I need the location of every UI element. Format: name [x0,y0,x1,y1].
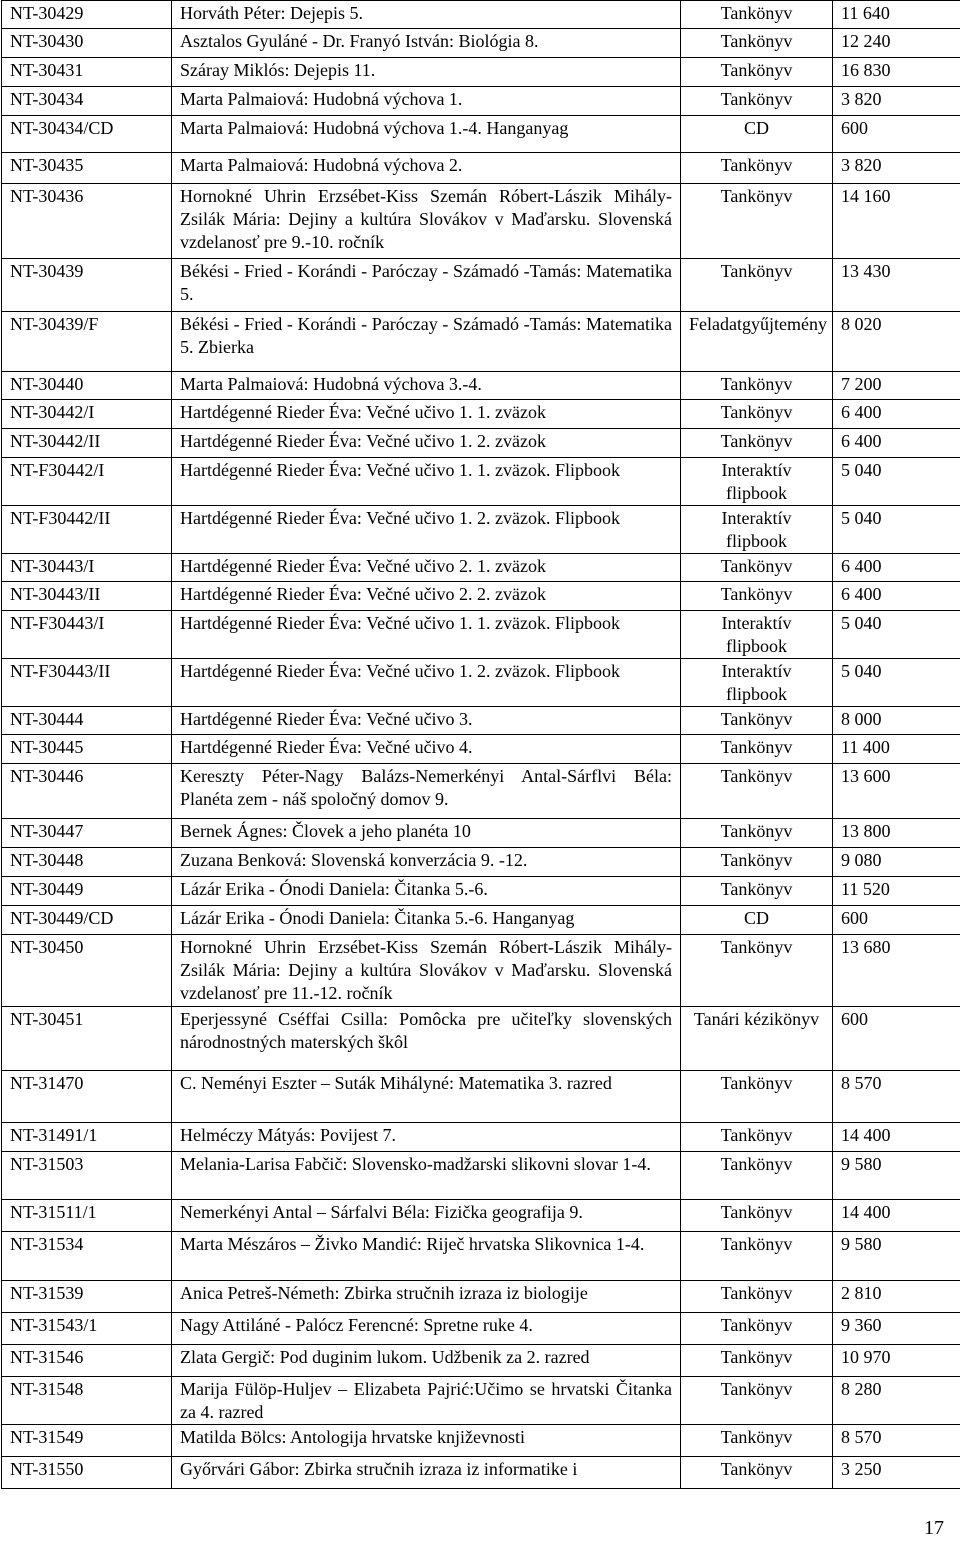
catalog-title: Hartdégenné Rieder Éva: Večné učivo 1. 1. zväzok [172,400,681,429]
catalog-price: 16 830 [833,58,960,87]
catalog-price: 8 000 [833,707,960,735]
table-row [2,819,960,848]
catalog-code: NT-30451 [2,1007,172,1071]
catalog-title: Helméczy Mátyás: Povijest 7. [172,1123,681,1152]
table-row [2,906,960,935]
catalog-type: Tankönyv [681,1200,833,1232]
catalog-code: NT-30431 [2,58,172,87]
catalog-price: 3 820 [833,153,960,184]
table-row [2,877,960,906]
catalog-type: Tankönyv [681,707,833,735]
catalog-type: Interaktív flipbook [681,611,833,659]
catalog-price: 9 580 [833,1152,960,1200]
table-row [2,582,960,611]
catalog-code: NT-31491/1 [2,1123,172,1152]
catalog-title: Marta Palmaiová: Hudobná výchova 2. [172,153,681,184]
catalog-type: Interaktív flipbook [681,659,833,707]
catalog-type: Tankönyv [681,259,833,312]
catalog-code: NT-30436 [2,184,172,259]
catalog-code: NT-30449 [2,877,172,906]
catalog-code: NT-30442/I [2,400,172,429]
catalog-price: 14 160 [833,184,960,259]
catalog-type: Feladatgyűjtemény [681,312,833,372]
table-row [2,1345,960,1377]
catalog-price: 5 040 [833,659,960,707]
catalog-code: NT-30446 [2,764,172,819]
table-row [2,184,960,259]
catalog-title: Hartdégenné Rieder Éva: Večné učivo 1. 1. zväzok. Flipbook [172,611,681,659]
catalog-type: Tanári kézikönyv [681,1007,833,1071]
catalog-type: Interaktív flipbook [681,458,833,506]
catalog-price: 5 040 [833,611,960,659]
catalog-price: 2 810 [833,1281,960,1313]
table-row [2,458,960,506]
catalog-code: NT-F30443/I [2,611,172,659]
catalog-code: NT-31470 [2,1071,172,1123]
catalog-price: 3 250 [833,1457,960,1489]
catalog-title: Lázár Erika - Ónodi Daniela: Čitanka 5.-6. [172,877,681,906]
catalog-code: NT-31543/1 [2,1313,172,1345]
catalog-code: NT-30448 [2,848,172,877]
catalog-type: Tankönyv [681,554,833,582]
catalog-type: Tankönyv [681,1457,833,1489]
catalog-code: NT-31548 [2,1377,172,1425]
catalog-price: 8 570 [833,1071,960,1123]
catalog-code: NT-31549 [2,1425,172,1457]
catalog-type: Tankönyv [681,848,833,877]
catalog-code: NT-30434/CD [2,116,172,153]
catalog-title: Nagy Attiláné - Palócz Ferencné: Spretne ruke 4. [172,1313,681,1345]
table-row [2,153,960,184]
catalog-code: NT-F30442/I [2,458,172,506]
table-row [2,935,960,1007]
catalog-price: 5 040 [833,458,960,506]
catalog-type: Tankönyv [681,877,833,906]
catalog-price: 9 080 [833,848,960,877]
catalog-type: Tankönyv [681,819,833,848]
catalog-code: NT-30435 [2,153,172,184]
catalog-type: Tankönyv [681,29,833,58]
catalog-code: NT-31534 [2,1232,172,1281]
table-row [2,259,960,312]
catalog-title: Marta Mészáros – Živko Mandić: Riječ hrvatska Slikovnica 1-4. [172,1232,681,1281]
catalog-title: Anica Petreš-Németh: Zbirka stručnih izraza iz biologije [172,1281,681,1313]
catalog-title: Békési - Fried - Korándi - Paróczay - Számadó -Tamás: Matematika 5. Zbierka [172,312,681,372]
table-row [2,659,960,707]
catalog-type: Tankönyv [681,87,833,116]
table-row [2,1123,960,1152]
catalog-type: Tankönyv [681,935,833,1007]
catalog-title: Bernek Ágnes: Človek a jeho planéta 10 [172,819,681,848]
table-row [2,611,960,659]
catalog-code: NT-31539 [2,1281,172,1313]
catalog-price: 7 200 [833,372,960,400]
catalog-title: C. Neményi Eszter – Suták Mihályné: Matematika 3. razred [172,1071,681,1123]
catalog-title: Békési - Fried - Korándi - Paróczay - Számadó -Tamás: Matematika 5. [172,259,681,312]
catalog-type: Tankönyv [681,1313,833,1345]
catalog-price: 14 400 [833,1200,960,1232]
table-row [2,116,960,153]
catalog-title: Kereszty Péter-Nagy Balázs-Nemerkényi Antal-Sárflvi Béla: Planéta zem - náš spoločný domov 9. [172,764,681,819]
table-row [2,1,960,29]
table-row [2,848,960,877]
catalog-type: Tankönyv [681,764,833,819]
catalog-price: 600 [833,116,960,153]
catalog-code: NT-30445 [2,735,172,764]
table-row [2,1152,960,1200]
catalog-price: 6 400 [833,582,960,611]
catalog-price: 8 280 [833,1377,960,1425]
catalog-price: 9 580 [833,1232,960,1281]
catalog-title: Hartdégenné Rieder Éva: Večné učivo 1. 2. zväzok. Flipbook [172,659,681,707]
table-row [2,29,960,58]
catalog-price: 10 970 [833,1345,960,1377]
catalog-title: Marta Palmaiová: Hudobná výchova 1. [172,87,681,116]
catalog-price: 6 400 [833,429,960,458]
catalog-title: Hartdégenné Rieder Éva: Večné učivo 3. [172,707,681,735]
catalog-price: 13 600 [833,764,960,819]
catalog-title: Zuzana Benková: Slovenská konverzácia 9. -12. [172,848,681,877]
catalog-type: Tankönyv [681,1123,833,1152]
catalog-code: NT-30447 [2,819,172,848]
table-row [2,58,960,87]
catalog-price: 600 [833,1007,960,1071]
catalog-title: Eperjessyné Cséffai Csilla: Pomôcka pre učiteľky slovenských národnostných materských škôl [172,1007,681,1071]
catalog-table [1,0,960,1489]
catalog-type: Tankönyv [681,1,833,29]
catalog-title: Marta Palmaiová: Hudobná výchova 1.-4. Hanganyag [172,116,681,153]
table-row [2,1232,960,1281]
catalog-code: NT-30439/F [2,312,172,372]
catalog-type: Tankönyv [681,1425,833,1457]
catalog-title: Asztalos Gyuláné - Dr. Franyó István: Biológia 8. [172,29,681,58]
catalog-code: NT-30450 [2,935,172,1007]
catalog-code: NT-30440 [2,372,172,400]
catalog-type: Tankönyv [681,184,833,259]
catalog-price: 3 820 [833,87,960,116]
table-row [2,1071,960,1123]
catalog-body [2,1,960,1489]
catalog-title: Matilda Bölcs: Antologija hrvatske književnosti [172,1425,681,1457]
table-row [2,735,960,764]
catalog-price: 9 360 [833,1313,960,1345]
table-row [2,400,960,429]
catalog-type: Tankönyv [681,1232,833,1281]
catalog-price: 8 570 [833,1425,960,1457]
table-row [2,1007,960,1071]
table-row [2,707,960,735]
catalog-price: 8 020 [833,312,960,372]
table-row [2,312,960,372]
catalog-price: 13 800 [833,819,960,848]
catalog-title: Marta Palmaiová: Hudobná výchova 3.-4. [172,372,681,400]
catalog-title: Hartdégenné Rieder Éva: Večné učivo 2. 1. zväzok [172,554,681,582]
catalog-title: Hartdégenné Rieder Éva: Večné učivo 2. 2. zväzok [172,582,681,611]
catalog-code: NT-30434 [2,87,172,116]
catalog-code: NT-30439 [2,259,172,312]
catalog-code: NT-30442/II [2,429,172,458]
table-row [2,372,960,400]
catalog-code: NT-30429 [2,1,172,29]
catalog-code: NT-31550 [2,1457,172,1489]
table-row [2,554,960,582]
catalog-title: Melania-Larisa Fabčič: Slovensko-madžarski slikovni slovar 1-4. [172,1152,681,1200]
catalog-title: Hartdégenné Rieder Éva: Večné učivo 4. [172,735,681,764]
catalog-code: NT-30449/CD [2,906,172,935]
catalog-title: Száray Miklós: Dejepis 11. [172,58,681,87]
catalog-price: 14 400 [833,1123,960,1152]
catalog-type: Tankönyv [681,372,833,400]
catalog-code: NT-30443/II [2,582,172,611]
catalog-type: Tankönyv [681,1377,833,1425]
catalog-type: CD [681,116,833,153]
catalog-title: Nemerkényi Antal – Sárfalvi Béla: Fizička geografija 9. [172,1200,681,1232]
catalog-type: Tankönyv [681,735,833,764]
catalog-type: Tankönyv [681,1281,833,1313]
catalog-price: 600 [833,906,960,935]
catalog-price: 13 680 [833,935,960,1007]
catalog-title: Hornokné Uhrin Erzsébet-Kiss Szemán Róbert-Lászik Mihály-Zsilák Mária: Dejiny a kultúra Slovákov v Maďarsku. Slovenská vzdelanosť pre 11.-12. ročník [172,935,681,1007]
table-row [2,87,960,116]
catalog-title: Horváth Péter: Dejepis 5. [172,1,681,29]
catalog-code: NT-31511/1 [2,1200,172,1232]
table-row [2,506,960,554]
catalog-code: NT-F30442/II [2,506,172,554]
catalog-type: Interaktív flipbook [681,506,833,554]
catalog-title: Hartdégenné Rieder Éva: Večné učivo 1. 2. zväzok [172,429,681,458]
catalog-code: NT-F30443/II [2,659,172,707]
catalog-type: Tankönyv [681,1071,833,1123]
catalog-price: 11 640 [833,1,960,29]
table-row [2,764,960,819]
table-row [2,1457,960,1489]
catalog-type: Tankönyv [681,1152,833,1200]
catalog-title: Hartdégenné Rieder Éva: Večné učivo 1. 1. zväzok. Flipbook [172,458,681,506]
catalog-price: 6 400 [833,554,960,582]
catalog-code: NT-30444 [2,707,172,735]
catalog-type: Tankönyv [681,400,833,429]
catalog-title: Zlata Gergič: Pod duginim lukom. Udžbenik za 2. razred [172,1345,681,1377]
catalog-code: NT-30443/I [2,554,172,582]
table-row [2,1281,960,1313]
table-row [2,1425,960,1457]
table-row [2,1313,960,1345]
catalog-type: Tankönyv [681,582,833,611]
catalog-title: Győrvári Gábor: Zbirka stručnih izraza iz informatike i [172,1457,681,1489]
catalog-code: NT-30430 [2,29,172,58]
catalog-price: 6 400 [833,400,960,429]
catalog-type: CD [681,906,833,935]
catalog-type: Tankönyv [681,429,833,458]
catalog-type: Tankönyv [681,1345,833,1377]
table-row [2,429,960,458]
catalog-price: 12 240 [833,29,960,58]
catalog-type: Tankönyv [681,153,833,184]
catalog-title: Marija Fülöp-Huljev – Elizabeta Pajrić:Učimo se hrvatski Čitanka za 4. razred [172,1377,681,1425]
table-row [2,1377,960,1425]
catalog-title: Hornokné Uhrin Erzsébet-Kiss Szemán Róbert-Lászik Mihály-Zsilák Mária: Dejiny a kultúra Slovákov v Maďarsku. Slovenská vzdelanosť pre 9.-10. ročník [172,184,681,259]
catalog-price: 11 400 [833,735,960,764]
catalog-code: NT-31503 [2,1152,172,1200]
catalog-title: Lázár Erika - Ónodi Daniela: Čitanka 5.-6. Hanganyag [172,906,681,935]
catalog-price: 13 430 [833,259,960,312]
page-number: 17 [924,1517,944,1539]
table-row [2,1200,960,1232]
catalog-type: Tankönyv [681,58,833,87]
catalog-code: NT-31546 [2,1345,172,1377]
catalog-price: 11 520 [833,877,960,906]
catalog-title: Hartdégenné Rieder Éva: Večné učivo 1. 2. zväzok. Flipbook [172,506,681,554]
catalog-price: 5 040 [833,506,960,554]
